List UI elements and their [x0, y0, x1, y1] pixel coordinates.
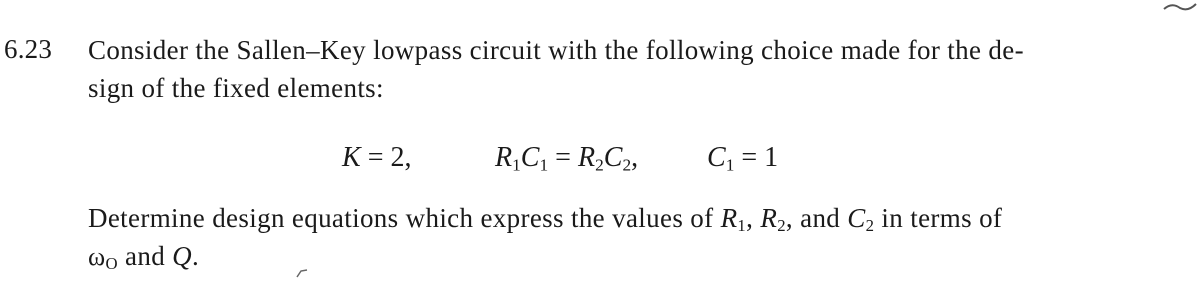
- task-omega-sub: O: [105, 254, 118, 274]
- eq-rc-r2-sub: 2: [595, 155, 604, 175]
- task-c2-sub: 2: [865, 216, 875, 236]
- eq-rc-op: =: [555, 142, 571, 173]
- intro-line-2: sign of the fixed elements:: [88, 73, 384, 103]
- task-period: .: [192, 241, 200, 271]
- eq-rc-c1-sub: 1: [539, 155, 549, 175]
- task-omega: ω: [88, 242, 106, 271]
- problem-task: [88, 199, 1168, 276]
- equation-rc: [495, 142, 638, 174]
- eq-k-value: 2: [390, 142, 405, 173]
- eq-rc-r1: R: [495, 142, 513, 173]
- eq-k-op: =: [367, 142, 384, 173]
- eq-rc-sep: ,: [631, 142, 639, 173]
- task-r1: R: [720, 203, 738, 233]
- task-r2-sub: 2: [777, 216, 786, 236]
- task-text-post: in terms of: [874, 203, 1003, 233]
- task-comma-2: , and: [785, 203, 848, 233]
- eq-k-var: K: [342, 142, 361, 173]
- task-text-pre: Determine design equations which express the values of: [88, 203, 721, 233]
- task-line-1: [88, 199, 1168, 237]
- eq-rc-c1: C: [520, 142, 540, 173]
- eq-c1-sub: 1: [725, 155, 735, 175]
- eq-c1-value: 1: [764, 142, 779, 173]
- task-comma-1: ,: [746, 203, 761, 233]
- problem-number: 6.23: [4, 34, 53, 64]
- eq-rc-c2-sub: 2: [622, 155, 632, 175]
- scan-mark-top-right: [1160, 0, 1200, 12]
- task-q: Q: [172, 241, 192, 271]
- intro-line-1: Consider the Sallen–Key lowpass circuit with the following choice made for the de-: [88, 35, 1024, 65]
- task-line-2: [88, 237, 1168, 276]
- task-c2: C: [847, 203, 866, 233]
- eq-rc-r1-sub: 1: [512, 155, 521, 175]
- problem-intro: [88, 31, 1168, 107]
- task-r1-sub: 1: [737, 216, 747, 236]
- task-r2: R: [760, 203, 778, 233]
- eq-c1-op: =: [741, 142, 758, 173]
- eq-k-sep: ,: [404, 142, 412, 173]
- eq-rc-r2: R: [577, 142, 596, 173]
- equation-c1: [707, 142, 778, 174]
- eq-c1-var: C: [707, 142, 726, 173]
- eq-rc-c2: C: [603, 142, 623, 173]
- equation-k: [342, 142, 411, 174]
- task-and: and: [117, 241, 173, 271]
